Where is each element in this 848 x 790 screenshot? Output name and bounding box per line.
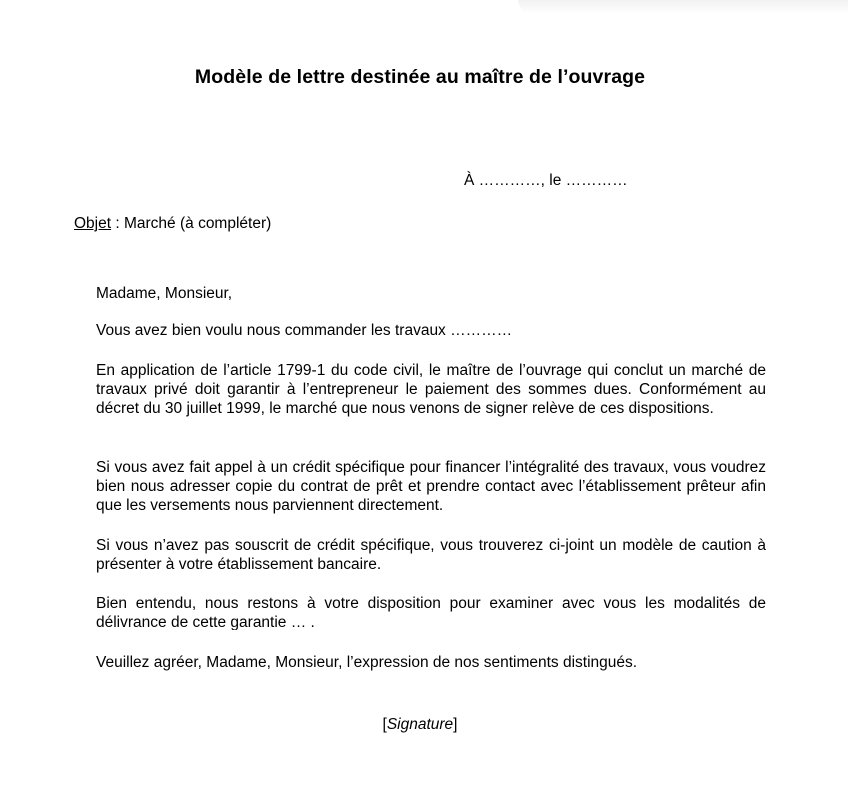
objet-text: Marché (à compléter) (123, 215, 272, 232)
paragraph-article: En application de l’article 1799-1 du code civil, le maître de l’ouvrage qui conclut un marché de travaux privé doit garantir à l’entrepreneur le paiement des sommes dues. Conformément au décret du 30 juillet 1999, le marché que nous venons de signer relève de ces dispositions. (96, 362, 766, 417)
paragraph-commande: Vous avez bien voulu nous commander les travaux ………… (96, 322, 513, 339)
signature-close-bracket: ] (453, 716, 458, 733)
document-title: Modèle de lettre destinée au maître de l’ouvrage (194, 66, 646, 88)
objet-label: Objet (74, 215, 112, 232)
objet-separator: : (111, 215, 124, 232)
signature-placeholder (0, 716, 840, 734)
paragraph-no-credit: Si vous n’avez pas souscrit de crédit spécifique, vous trouverez ci-joint un modèle de caution à présenter à votre établissement bancaire. (96, 537, 766, 573)
paragraph-credit: Si vous avez fait appel à un crédit spécifique pour financer l’intégralité des travaux, vous voudrez bien nous adresser copie du contrat de prêt et prendre contact avec l’établissement prêteur afin que les versements nous parviennent directement. (96, 459, 766, 514)
signature-open-bracket: [ (382, 716, 387, 733)
salutation: Madame, Monsieur, (96, 285, 233, 302)
paragraph-garantie: Bien entendu, nous restons à votre disposition pour examiner avec vous les modalités de délivrance de cette garantie … . (96, 595, 766, 630)
objet-line (74, 215, 271, 233)
place-date-line: À …………, le ………… (464, 172, 628, 189)
signature-label: Signature (386, 716, 454, 733)
window-shadow (518, 0, 848, 14)
closing-formula: Veuillez agréer, Madame, Monsieur, l’expression de nos sentiments distingués. (96, 654, 638, 671)
